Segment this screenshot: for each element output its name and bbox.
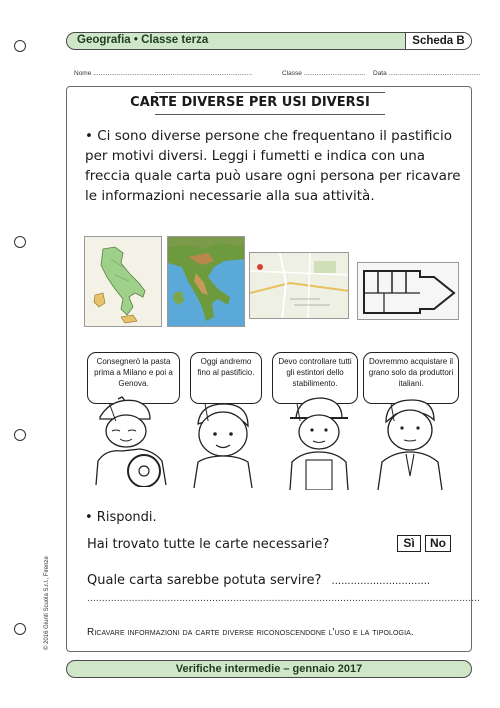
speech-bubble-driver: Consegnerò la pasta prima a Milano e poi a Genova. bbox=[87, 352, 180, 404]
political-map-image bbox=[84, 236, 162, 327]
title-rule-bottom bbox=[155, 114, 385, 115]
figure-worker bbox=[282, 396, 358, 490]
date-field[interactable]: Data ................................................... bbox=[373, 70, 481, 77]
figure-buyer bbox=[372, 396, 452, 490]
question-2-text: Quale carta sarebbe potuta servire? bbox=[87, 573, 322, 588]
question-2 bbox=[87, 573, 430, 588]
no-box[interactable]: No bbox=[425, 535, 451, 552]
title-rule-top bbox=[155, 92, 385, 93]
physical-map-image bbox=[167, 236, 245, 327]
binder-ring-upper bbox=[14, 236, 26, 248]
street-map-image bbox=[249, 252, 349, 319]
learning-objective: Ricavare informazioni da carte diverse riconoscendone l'uso e la tipologia. bbox=[87, 627, 414, 638]
speech-bubble-child: Oggi andremo fino al pastificio. bbox=[190, 352, 262, 404]
figure-driver bbox=[92, 395, 178, 487]
footer-bar: Verifiche intermedie – gennaio 2017 bbox=[66, 660, 472, 678]
class-field[interactable]: Classe .................................. bbox=[282, 70, 366, 77]
page-title: CARTE DIVERSE PER USI DIVERSI bbox=[130, 95, 370, 110]
question-1: Hai trovato tutte le carte necessarie? bbox=[87, 537, 330, 552]
binder-ring-top bbox=[14, 40, 26, 52]
instruction-text: • Ci sono diverse persone che frequentano il pastificio per motivi diversi. Leggi i fumetti e indica con una freccia quale carta può usare ogni persona per ricavare le informazioni necessarie alla sua attività. bbox=[85, 128, 461, 204]
yes-box[interactable]: Sì bbox=[397, 535, 421, 552]
floor-plan-image bbox=[357, 262, 459, 320]
header-bar bbox=[66, 32, 472, 50]
subject-label: Geografia • Classe terza bbox=[77, 34, 209, 46]
speech-bubble-worker: Devo controllare tutti gli estintori dello stabilimento. bbox=[272, 352, 358, 404]
copyright-note: © 2016 Giunti Scuola S.r.l., Firenze bbox=[44, 556, 50, 650]
rispondi-heading: • Rispondi. bbox=[85, 510, 157, 525]
speech-bubble-buyer: Dovremmo acquistare il grano solo da produttori italiani. bbox=[363, 352, 459, 404]
binder-ring-lower bbox=[14, 429, 26, 441]
question-2-answer-line[interactable]: ............................... bbox=[331, 576, 431, 587]
answer-line[interactable]: .................................................................................................................................... bbox=[87, 593, 481, 604]
name-field[interactable]: Nome ........................................................................................ bbox=[74, 70, 253, 77]
sheet-label: Scheda B bbox=[405, 33, 471, 49]
binder-ring-bottom bbox=[14, 623, 26, 635]
figure-child bbox=[184, 398, 264, 488]
